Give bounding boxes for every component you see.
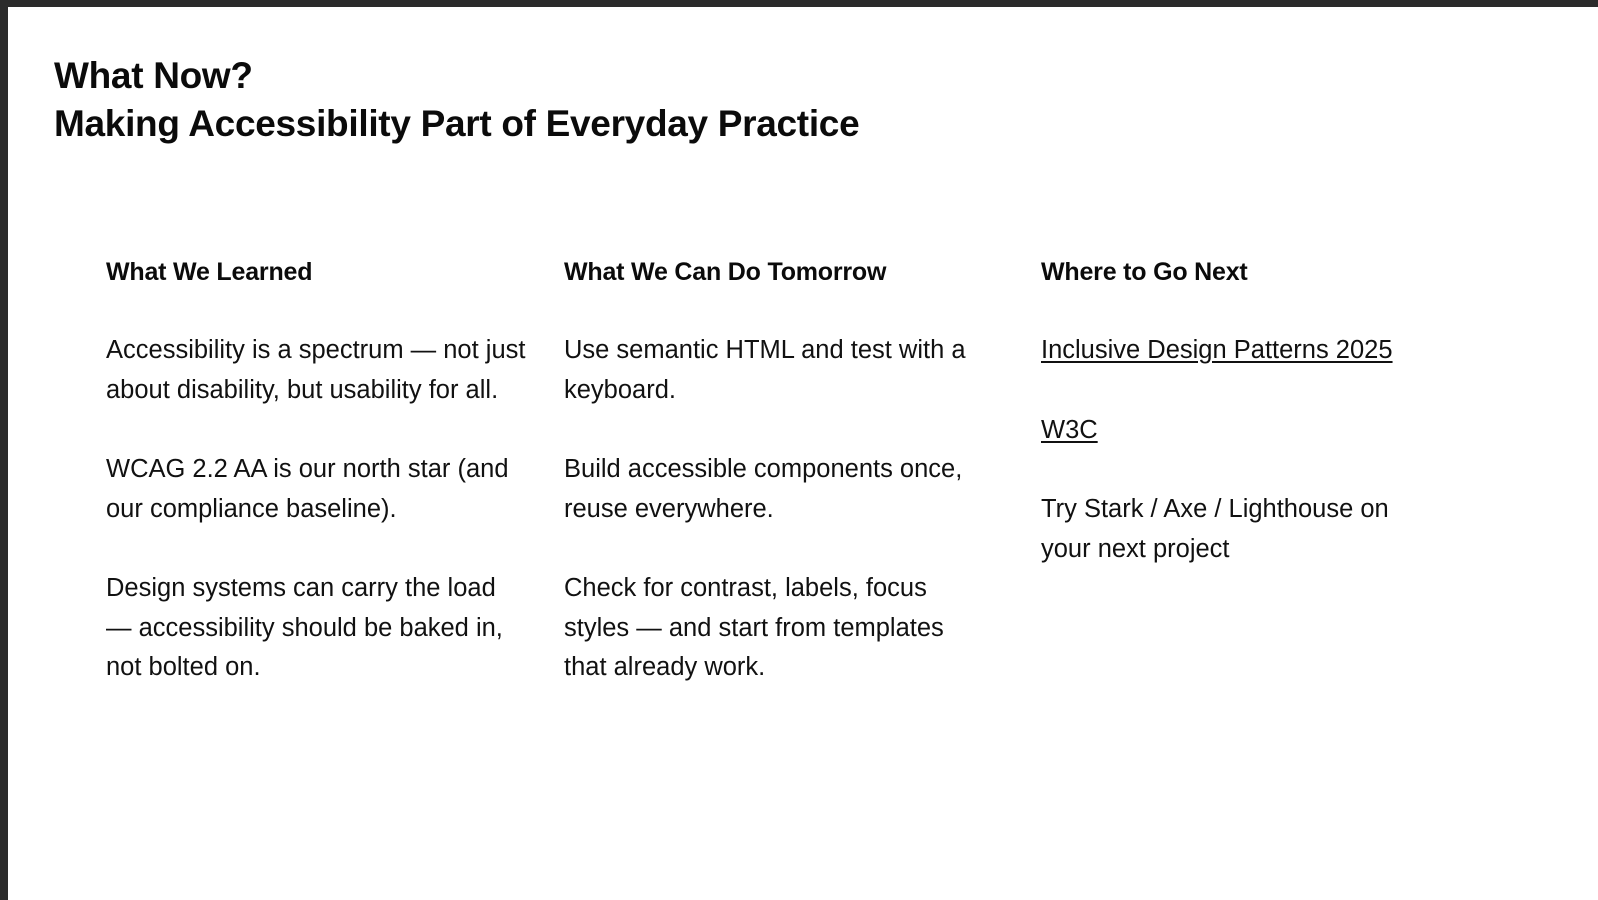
link-text[interactable]: Inclusive Design Patterns 2025	[1041, 336, 1393, 364]
page-title	[54, 52, 1454, 148]
column-heading: What We Learned	[106, 258, 313, 286]
link-text[interactable]: W3C	[1041, 415, 1098, 444]
column-heading: What We Can Do Tomorrow	[564, 258, 887, 286]
column-paragraph: Design systems can carry the load — accessibility should be baked in, not bolted on.	[106, 574, 503, 682]
top-accent-bar	[0, 0, 1598, 7]
column-paragraph: Accessibility is a spectrum — not just about disability, but usability for all.	[106, 336, 526, 404]
column-paragraph: WCAG 2.2 AA is our north star (and our compliance baseline).	[106, 455, 509, 523]
column-what-we-can-do-tomorrow	[534, 258, 1014, 728]
column-what-we-learned	[54, 258, 534, 728]
column-where-to-go-next	[1014, 258, 1534, 728]
column-heading: Where to Go Next	[1041, 258, 1248, 286]
column-paragraph: Build accessible components once, reuse everywhere.	[564, 455, 963, 523]
page-title-line-2: Making Accessibility Part of Everyday Practice	[54, 103, 860, 145]
resource-link-inclusive-design-patterns	[1041, 331, 1421, 371]
page-title-line-1: What Now?	[54, 55, 253, 96]
column-paragraph: Try Stark / Axe / Lighthouse on your next project	[1041, 495, 1389, 563]
column-paragraph: Check for contrast, labels, focus styles — and start from templates that already work.	[564, 574, 944, 682]
left-accent-bar	[0, 7, 8, 900]
column-paragraph: Use semantic HTML and test with a keyboard.	[564, 336, 966, 404]
resource-link-w3c	[1041, 411, 1421, 451]
content-columns	[54, 258, 1554, 728]
